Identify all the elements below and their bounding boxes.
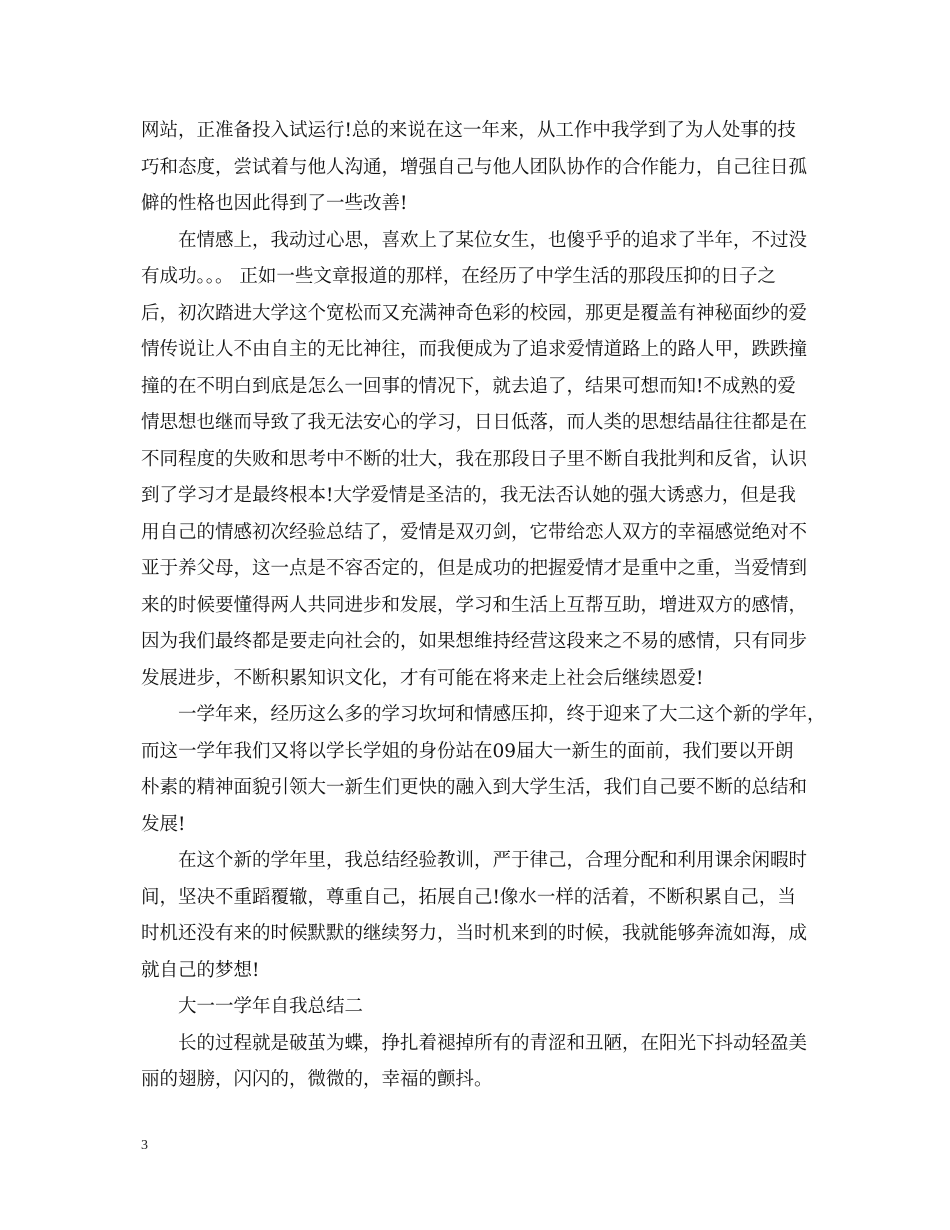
paragraph-start-line: 长的过程就是破茧为蝶，挣扎着褪掉所有的青涩和丑陋，在阳光下抖动轻盈美	[178, 1032, 808, 1054]
text-line: 发展!	[141, 813, 186, 835]
text-line: 情思想也继而导致了我无法安心的学习，日日低落，而人类的思想结晶往往都是在	[141, 412, 808, 433]
text-line: 发展进步，不断积累知识文化，才有可能在将来走上社会后继续恩爱!	[141, 667, 704, 689]
text-line: 间，坚决不重蹈覆辙，尊重自己，拓展自己!像水一样的活着，不断积累自己，当	[141, 886, 796, 908]
text-line: 而这一学年我们又将以学长学姐的身份站在09届大一新生的面前，我们要以开朗	[141, 740, 794, 762]
text-line: 因为我们最终都是要走向社会的，如果想维持经营这段来之不易的感情，只有同步	[141, 631, 808, 652]
body-text	[141, 113, 831, 1099]
text-line: 丽的翅膀，闪闪的，微微的，幸福的颤抖。	[141, 1069, 493, 1090]
text-line: 时机还没有来的时候默默的继续努力，当时机来到的时候，我就能够奔流如海，成	[141, 923, 808, 944]
text-line: 不同程度的失败和思考中不断的壮大，我在那段日子里不断自我批判和反省，认识	[141, 448, 808, 470]
text-line: 僻的性格也因此得到了一些改善!	[141, 193, 408, 214]
paragraph-start-line: 一学年来，经历这么多的学习坎坷和情感压抑，终于迎来了大二这个新的学年，	[178, 704, 826, 725]
text-line: 撞的在不明白到底是怎么一回事的情况下，就去追了，结果可想而知!不成熟的爱	[141, 375, 796, 397]
text-line: 情传说让人不由自主的无比神往，而我便成为了追求爱情道路上的路人甲，跌跌撞	[141, 339, 808, 360]
text-line: 后，初次踏进大学这个宽松而又充满神奇色彩的校园，那更是覆盖有神秘面纱的爱	[141, 302, 808, 324]
section-heading: 大一一学年自我总结二	[178, 996, 364, 1017]
text-line: 到了学习才是最终根本!大学爱情是圣洁的，我无法否认她的强大诱惑力，但是我	[141, 485, 796, 506]
text-line: 网站，正准备投入试运行!总的来说在这一年来，从工作中我学到了为人处事的技	[141, 120, 796, 141]
text-line: 朴素的精神面貌引领大一新生们更快的融入到大学生活，我们自己要不断的总结和	[141, 777, 808, 798]
paragraph-start-line: 在这个新的学年里，我总结经验教训，严于律己，合理分配和利用课余闲暇时	[178, 850, 808, 871]
text-line: 亚于养父母，这一点是不容否定的，但是成功的把握爱情才是重中之重，当爱情到	[141, 558, 808, 579]
text-line: 就自己的梦想!	[141, 959, 260, 981]
text-line: 巧和态度，尝试着与他人沟通，增强自己与他人团队协作的合作能力，自己往日孤	[141, 156, 808, 178]
text-line: 有成功。。。 正如一些文章报道的那样，在经历了中学生活的那段压抑的日子之	[141, 266, 776, 287]
page-number: 3	[141, 1138, 148, 1153]
text-line: 用自己的情感初次经验总结了，爱情是双刃剑，它带给恋人双方的幸福感觉绝对不	[141, 521, 808, 543]
text-line: 来的时候要懂得两人共同进步和发展，学习和生活上互帮互助，增进双方的感情，	[141, 594, 808, 616]
paragraph-start-line: 在情感上，我动过心思，喜欢上了某位女生，也傻乎乎的追求了半年，不过没	[178, 229, 808, 251]
